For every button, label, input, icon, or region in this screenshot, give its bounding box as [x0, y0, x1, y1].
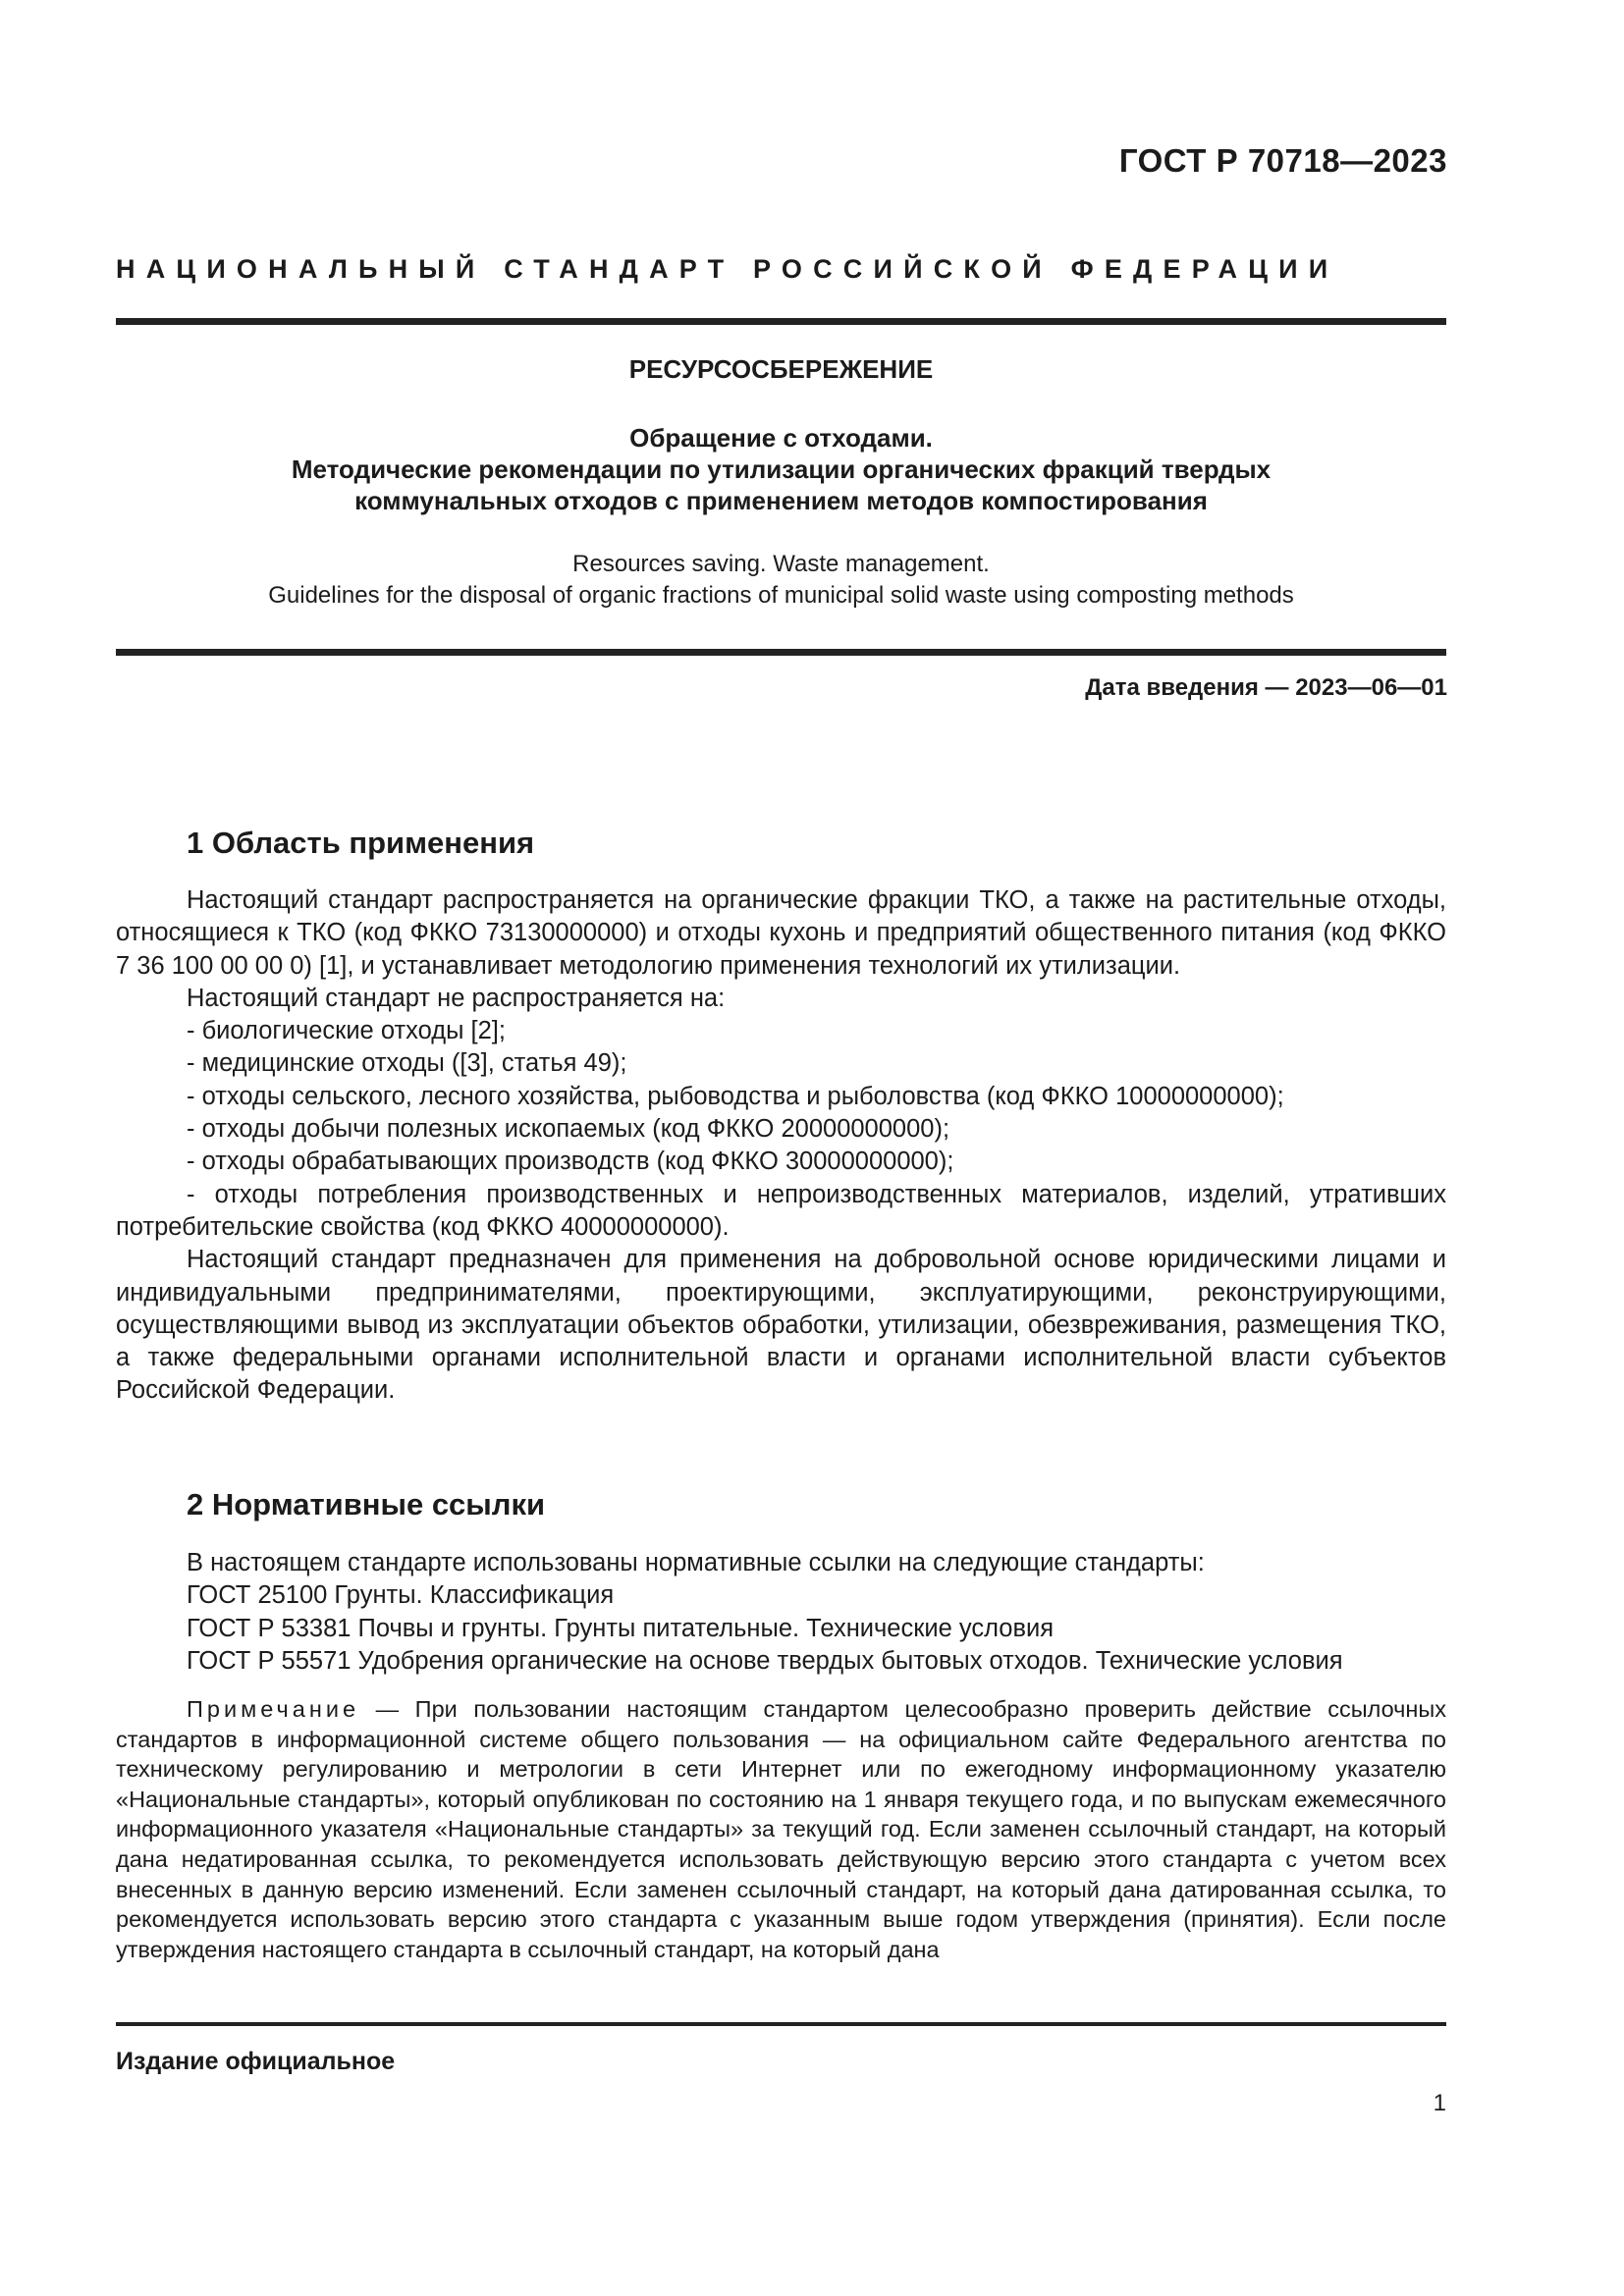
section-1-body [116, 884, 1446, 1408]
paragraph: Настоящий стандарт не распространяется на: [187, 984, 726, 1012]
english-title [116, 549, 1446, 612]
note-block [116, 1694, 1446, 1964]
national-standard-banner: НАЦИОНАЛЬНЫЙ СТАНДАРТ РОССИЙСКОЙ ФЕДЕРАЦИИ [116, 254, 1339, 284]
note-label: Примечание [187, 1696, 360, 1722]
introduction-date: Дата введения — 2023—06—01 [1085, 674, 1447, 701]
page-number: 1 [1433, 2090, 1446, 2116]
subtitle-line: Методические рекомендации по утилизации органических фракций твердых [291, 454, 1272, 484]
paragraph: В настоящем стандарте использованы нормативные ссылки на следующие стандарты: [187, 1549, 1205, 1576]
document-title: РЕСУРСОСБЕРЕЖЕНИЕ [628, 354, 934, 384]
list-item: - медицинские отходы ([3], статья 49); [187, 1049, 627, 1078]
paragraph: Настоящий стандарт распространяется на органические фракции ТКО, а также на растительные отходы, относящиеся к ТКО (код ФККО 73130000000) и отходы кухонь и предприятий общественного питания (код ФККО 7 36 100 00 00 0) [1], и устанавливает методологию применения технологий их утилизации. [116, 886, 1446, 980]
official-edition-label: Издание официальное [116, 2048, 396, 2075]
document-subtitle [116, 422, 1446, 516]
list-item: - биологические отходы [2]; [187, 1017, 506, 1045]
paragraph: Настоящий стандарт предназначен для применения на добровольной основе юридическими лицами и индивидуальными предпринимателями, проектирующими, эксплуатирующими, реконструирующими, осуществляющими вывод из эксплуатации объектов обработки, утилизации, обезвреживания, размещения ТКО, а также федеральными органами исполнительной власти и органами исполнительной власти субъектов Российской Федерации. [116, 1246, 1446, 1405]
subtitle-line: коммунальных отходов с применением методов компостирования [354, 486, 1208, 515]
list-item: - отходы сельского, лесного хозяйства, рыбоводства и рыболовства (код ФККО 10000000000); [187, 1082, 1284, 1110]
document-code: ГОСТ Р 70718—2023 [1118, 142, 1447, 179]
subtitle-line: Обращение с отходами. [629, 423, 933, 453]
section-2-body [116, 1547, 1446, 1678]
section-2-heading: 2 Нормативные ссылки [187, 1487, 546, 1522]
title-divider [116, 649, 1446, 656]
list-item: - отходы добычи полезных ископаемых (код ФККО 20000000000); [187, 1115, 950, 1144]
english-title-line: Resources saving. Waste management. [572, 551, 990, 577]
top-divider [116, 318, 1446, 325]
list-item: - отходы обрабатывающих производств (код ФККО 30000000000); [187, 1148, 954, 1176]
normative-reference: ГОСТ Р 55571 Удобрения органические на основе твердых бытовых отходов. Технические условия [187, 1646, 1343, 1675]
list-item: - отходы потребления производственных и непроизводственных материалов, изделий, утративших потребительские свойства (код ФККО 40000000000). [116, 1180, 1446, 1241]
note-text: — При пользовании настоящим стандартом целесообразно проверить действие ссылочных стандартов в информационной системе общего пользования — на официальном сайте Федерального агентства по техническому регулированию и метрологии в сети Интернет или по ежегодному информационному указателю «Национальные стандарты», который опубликован по состоянию на 1 января текущего года, и по выпускам ежемесячного информационного указателя «Национальные стандарты» за текущий год. Если заменен ссылочный стандарт, на который дана недатированная ссылка, то рекомендуется использовать действующую версию этого стандарта с учетом всех внесенных в данную версию изменений. Если заменен ссылочный стандарт, на который дана датированная ссылка, то рекомендуется использовать версию этого стандарта с указанным выше годом утверждения (принятия). Если после утверждения настоящего стандарта в ссылочный стандарт, на который дана [116, 1696, 1446, 1962]
section-1-heading: 1 Область применения [187, 826, 535, 860]
normative-reference: ГОСТ Р 53381 Почвы и грунты. Грунты питательные. Технические условия [187, 1614, 1055, 1642]
footer-divider [116, 2022, 1446, 2026]
english-title-line: Guidelines for the disposal of organic fractions of municipal solid waste using composting methods [268, 582, 1294, 609]
normative-reference: ГОСТ 25100 Грунты. Классификация [187, 1581, 615, 1610]
